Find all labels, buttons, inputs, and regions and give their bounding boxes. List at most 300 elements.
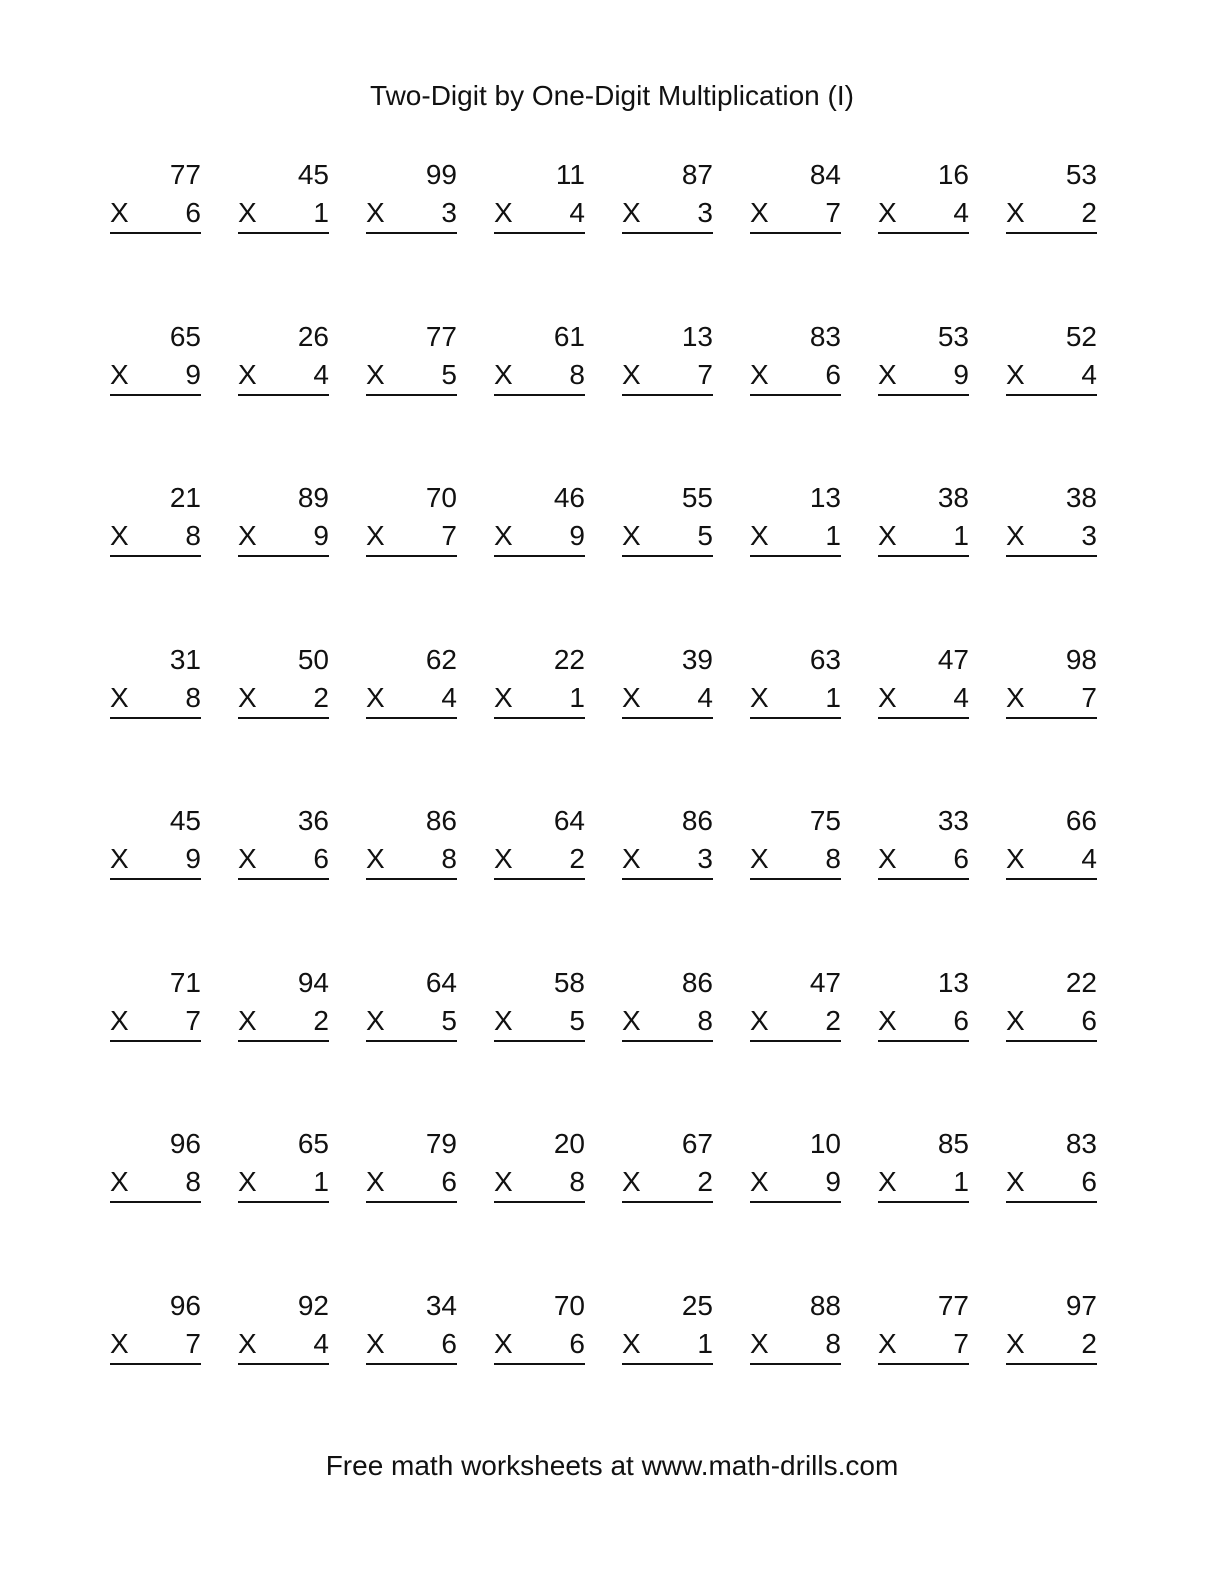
footer-text: Free math worksheets at www.math-drills.com [325,1450,899,1481]
multiplicand: 97 [1065,1289,1097,1321]
multiply-operator: X [878,681,897,713]
multiply-operator: X [1006,1004,1025,1036]
multiply-operator: X [750,1166,769,1197]
multiplication-problem [494,156,585,318]
multiplier: 6 [953,1004,969,1036]
multiply-operator: X [238,520,257,551]
multiplier-line [110,1163,201,1203]
multiplier: 6 [313,843,329,874]
multiply-operator: X [238,843,257,874]
multiplication-problem [238,1125,329,1287]
multiplier-line [878,194,969,234]
multiplication-problem [1006,802,1097,964]
problem-row [110,156,1100,318]
multiplicand: 38 [937,482,969,513]
multiplicand: 83 [1065,1128,1097,1159]
multiplier: 2 [1081,1327,1097,1359]
multiplier: 5 [441,358,457,390]
multiplier: 7 [825,197,841,228]
multiplicand: 55 [681,482,713,513]
multiplier: 8 [185,681,201,713]
multiplier: 7 [185,1327,201,1359]
multiplicand: 86 [681,966,713,998]
multiplier-line [1006,194,1097,234]
multiplication-problem [878,964,969,1126]
multiplicand: 87 [681,159,713,190]
multiplicand: 20 [553,1128,585,1159]
problem-row [110,802,1100,964]
multiply-operator: X [366,520,385,551]
multiplication-problem [238,318,329,480]
multiplier-line [110,517,201,557]
multiplier-line [238,517,329,557]
multiply-operator: X [622,358,641,390]
multiplier: 8 [185,520,201,551]
multiplicand: 77 [169,159,201,190]
multiplicand: 16 [937,159,969,190]
multiplicand: 96 [169,1128,201,1159]
multiplication-problem [750,1287,841,1449]
multiplier: 4 [953,681,969,713]
multiplicand: 71 [169,966,201,998]
multiplicand: 52 [1065,320,1097,352]
multiplier-line [1006,356,1097,396]
multiplier: 8 [825,843,841,874]
multiplier-line [1006,1002,1097,1042]
multiplication-problem [750,802,841,964]
multiplicand: 92 [297,1289,329,1321]
multiplier-line [238,1002,329,1042]
multiplication-problem [622,479,713,641]
multiplicand: 61 [553,320,585,352]
multiplier: 4 [1081,358,1097,390]
multiplier: 4 [569,197,585,228]
multiply-operator: X [366,1004,385,1036]
multiplier-line [750,679,841,719]
multiplier: 7 [441,520,457,551]
multiplicand: 31 [169,643,201,675]
multiplicand: 94 [297,966,329,998]
multiplicand: 88 [809,1289,841,1321]
multiplier-line [750,356,841,396]
multiplier-line [494,517,585,557]
multiplicand: 70 [553,1289,585,1321]
multiplicand: 64 [425,966,457,998]
multiplier-line [750,1163,841,1203]
multiplier-line [238,356,329,396]
multiplier: 1 [953,520,969,551]
multiply-operator: X [750,681,769,713]
multiplicand: 84 [809,159,841,190]
multiply-operator: X [110,1166,129,1197]
multiplier: 4 [953,197,969,228]
multiply-operator: X [622,197,641,228]
multiplier-line [494,356,585,396]
multiply-operator: X [1006,197,1025,228]
multiply-operator: X [1006,520,1025,551]
multiplication-problem [494,479,585,641]
multiplication-problem [366,318,457,480]
multiplication-problem [110,964,201,1126]
multiplication-problem [110,1125,201,1287]
multiply-operator: X [238,1166,257,1197]
multiplier: 8 [569,358,585,390]
multiply-operator: X [366,197,385,228]
multiplier: 4 [313,358,329,390]
multiply-operator: X [878,843,897,874]
multiplication-problem [110,641,201,803]
multiplier-line [110,1325,201,1365]
multiplier-line [622,517,713,557]
multiplier-line [110,356,201,396]
worksheet-title: Two-Digit by One-Digit Multiplication (I) [370,80,854,111]
multiply-operator: X [110,520,129,551]
multiplier: 6 [441,1166,457,1197]
multiplicand: 98 [1065,643,1097,675]
multiplier-line [750,194,841,234]
multiplier-line [366,1002,457,1042]
multiply-operator: X [238,358,257,390]
multiplier: 9 [953,358,969,390]
multiplier-line [494,1325,585,1365]
multiplication-problem [1006,479,1097,641]
multiplicand: 86 [681,805,713,836]
multiplicand: 36 [297,805,329,836]
multiplication-problem [494,318,585,480]
multiplier-line [622,1163,713,1203]
multiplier: 2 [569,843,585,874]
multiplier: 8 [825,1327,841,1359]
multiply-operator: X [238,197,257,228]
multiplication-problem [494,1287,585,1449]
multiply-operator: X [110,843,129,874]
multiplicand: 86 [425,805,457,836]
multiplicand: 10 [809,1128,841,1159]
multiply-operator: X [750,358,769,390]
multiply-operator: X [238,1004,257,1036]
multiply-operator: X [622,1004,641,1036]
multiplier: 1 [569,681,585,713]
multiplicand: 47 [937,643,969,675]
multiplicand: 65 [169,320,201,352]
multiplicand: 22 [1065,966,1097,998]
multiplication-problem [622,1125,713,1287]
multiplier-line [622,1002,713,1042]
multiplier: 4 [697,681,713,713]
multiplier: 6 [441,1327,457,1359]
multiplicand: 62 [425,643,457,675]
multiply-operator: X [1006,1327,1025,1359]
multiplier: 8 [185,1166,201,1197]
multiplicand: 13 [681,320,713,352]
multiplier: 6 [953,843,969,874]
multiplier-line [366,840,457,880]
multiplicand: 45 [169,805,201,836]
multiplication-problem [494,964,585,1126]
multiplication-problem [750,156,841,318]
multiplication-problem [494,641,585,803]
multiply-operator: X [494,681,513,713]
multiplication-problem [878,1125,969,1287]
multiplier-line [878,517,969,557]
multiplicand: 96 [169,1289,201,1321]
multiplier: 9 [185,358,201,390]
multiplication-problem [366,641,457,803]
multiply-operator: X [238,681,257,713]
multiplication-problem [110,802,201,964]
multiply-operator: X [622,843,641,874]
multiplier-line [622,840,713,880]
multiplicand: 77 [425,320,457,352]
multiplier-line [750,1325,841,1365]
multiplier-line [622,356,713,396]
multiplicand: 85 [937,1128,969,1159]
multiplier: 1 [697,1327,713,1359]
multiplication-problem [750,318,841,480]
multiply-operator: X [494,1327,513,1359]
multiply-operator: X [366,1166,385,1197]
multiplier: 7 [953,1327,969,1359]
multiplicand: 13 [937,966,969,998]
multiplicand: 66 [1065,805,1097,836]
multiplication-problem [238,1287,329,1449]
multiplier-line [366,1163,457,1203]
multiplier-line [110,840,201,880]
problem-row [110,964,1100,1126]
multiplication-problem [238,156,329,318]
multiplier-line [238,1325,329,1365]
multiplicand: 22 [553,643,585,675]
multiplication-problem [110,479,201,641]
multiplier-line [494,1002,585,1042]
multiplier: 4 [1081,843,1097,874]
multiplier: 3 [697,843,713,874]
multiplier: 7 [185,1004,201,1036]
multiplier-line [622,1325,713,1365]
multiplier-line [366,356,457,396]
multiplicand: 13 [809,482,841,513]
multiplier: 6 [825,358,841,390]
multiplier-line [1006,840,1097,880]
multiply-operator: X [750,197,769,228]
multiplier-line [494,679,585,719]
multiplier-line [878,1325,969,1365]
multiply-operator: X [1006,843,1025,874]
multiplier-line [1006,1163,1097,1203]
multiplier: 6 [1081,1004,1097,1036]
multiplicand: 63 [809,643,841,675]
multiply-operator: X [366,1327,385,1359]
multiplier-line [750,1002,841,1042]
multiplier-line [1006,679,1097,719]
multiplier-line [238,840,329,880]
multiplier: 9 [313,520,329,551]
multiplicand: 67 [681,1128,713,1159]
multiply-operator: X [110,1004,129,1036]
multiplicand: 46 [553,482,585,513]
multiplier: 9 [569,520,585,551]
multiplicand: 79 [425,1128,457,1159]
multiply-operator: X [110,1327,129,1359]
multiplication-problem [494,802,585,964]
multiplication-problem [110,1287,201,1449]
multiplicand: 50 [297,643,329,675]
multiplication-problem [878,802,969,964]
multiply-operator: X [494,1004,513,1036]
multiplication-problem [1006,156,1097,318]
multiplier: 1 [313,197,329,228]
multiplier-line [1006,517,1097,557]
multiplication-problem [878,1287,969,1449]
multiplication-problem [878,318,969,480]
multiplicand: 65 [297,1128,329,1159]
multiplier-line [1006,1325,1097,1365]
multiplication-problem [878,156,969,318]
multiplier-line [878,840,969,880]
multiplication-problem [622,318,713,480]
multiplication-problem [622,964,713,1126]
multiplication-problem [1006,1125,1097,1287]
multiplier-line [494,840,585,880]
multiplication-problem [110,156,201,318]
multiplier-line [366,1325,457,1365]
problem-row [110,1125,1100,1287]
multiplier: 6 [185,197,201,228]
multiply-operator: X [878,1166,897,1197]
multiplicand: 26 [297,320,329,352]
multiplicand: 99 [425,159,457,190]
multiplicand: 83 [809,320,841,352]
multiplicand: 11 [555,159,585,190]
multiply-operator: X [878,1004,897,1036]
multiplication-problem [366,802,457,964]
multiply-operator: X [494,843,513,874]
multiplicand: 33 [937,805,969,836]
multiplication-problem [622,1287,713,1449]
multiplicand: 45 [297,159,329,190]
multiplication-problem [238,964,329,1126]
multiply-operator: X [366,358,385,390]
multiply-operator: X [622,1166,641,1197]
multiplier: 1 [825,520,841,551]
multiplicand: 75 [809,805,841,836]
multiplier: 4 [441,681,457,713]
multiply-operator: X [750,1004,769,1036]
multiplier-line [238,1163,329,1203]
multiplier: 2 [697,1166,713,1197]
multiplicand: 47 [809,966,841,998]
multiplier: 6 [1081,1166,1097,1197]
multiplier-line [750,840,841,880]
multiply-operator: X [1006,1166,1025,1197]
multiply-operator: X [494,520,513,551]
multiplier: 8 [441,843,457,874]
multiply-operator: X [494,197,513,228]
multiplication-problem [750,641,841,803]
multiplier: 5 [569,1004,585,1036]
multiplicand: 38 [1065,482,1097,513]
multiplicand: 25 [681,1289,713,1321]
multiply-operator: X [750,520,769,551]
multiplier-line [238,679,329,719]
problem-row [110,641,1100,803]
multiply-operator: X [878,520,897,551]
multiplier-line [110,679,201,719]
multiplication-problem [1006,641,1097,803]
multiplier: 2 [313,681,329,713]
multiplication-problem [110,318,201,480]
multiplier-line [622,679,713,719]
multiplier: 3 [1081,520,1097,551]
multiplier-line [878,1163,969,1203]
multiplicand: 34 [425,1289,457,1321]
multiplier-line [366,517,457,557]
multiplier: 7 [1081,681,1097,713]
multiplication-problem [366,479,457,641]
multiplier-line [494,1163,585,1203]
multiplication-problem [1006,964,1097,1126]
multiplication-problem [366,156,457,318]
multiplier-line [366,194,457,234]
multiplier: 9 [825,1166,841,1197]
multiplicand: 77 [937,1289,969,1321]
problem-grid [110,156,1100,1448]
multiplier-line [110,1002,201,1042]
multiplier: 9 [185,843,201,874]
multiply-operator: X [622,520,641,551]
multiply-operator: X [494,1166,513,1197]
multiplier: 1 [313,1166,329,1197]
multiply-operator: X [1006,681,1025,713]
multiplication-problem [878,479,969,641]
multiplier: 1 [825,681,841,713]
multiplier-line [878,679,969,719]
multiplicand: 70 [425,482,457,513]
multiplier-line [622,194,713,234]
multiplication-problem [1006,1287,1097,1449]
multiplicand: 58 [553,966,585,998]
problem-row [110,1287,1100,1449]
multiplicand: 53 [1065,159,1097,190]
multiplication-problem [238,479,329,641]
multiplier-line [238,194,329,234]
multiplier: 2 [825,1004,841,1036]
multiplicand: 89 [297,482,329,513]
multiply-operator: X [622,1327,641,1359]
multiplier: 7 [697,358,713,390]
multiplicand: 39 [681,643,713,675]
multiplier: 2 [313,1004,329,1036]
multiply-operator: X [110,358,129,390]
multiplication-problem [622,641,713,803]
multiply-operator: X [878,197,897,228]
multiply-operator: X [110,681,129,713]
multiply-operator: X [110,197,129,228]
multiplication-problem [366,964,457,1126]
multiplier-line [494,194,585,234]
multiplier: 8 [697,1004,713,1036]
multiplication-problem [494,1125,585,1287]
multiplier: 8 [569,1166,585,1197]
multiplier: 5 [697,520,713,551]
multiply-operator: X [366,681,385,713]
multiply-operator: X [878,358,897,390]
multiplication-problem [622,156,713,318]
multiplier: 5 [441,1004,457,1036]
multiplier-line [878,1002,969,1042]
multiply-operator: X [750,1327,769,1359]
multiplier-line [878,356,969,396]
